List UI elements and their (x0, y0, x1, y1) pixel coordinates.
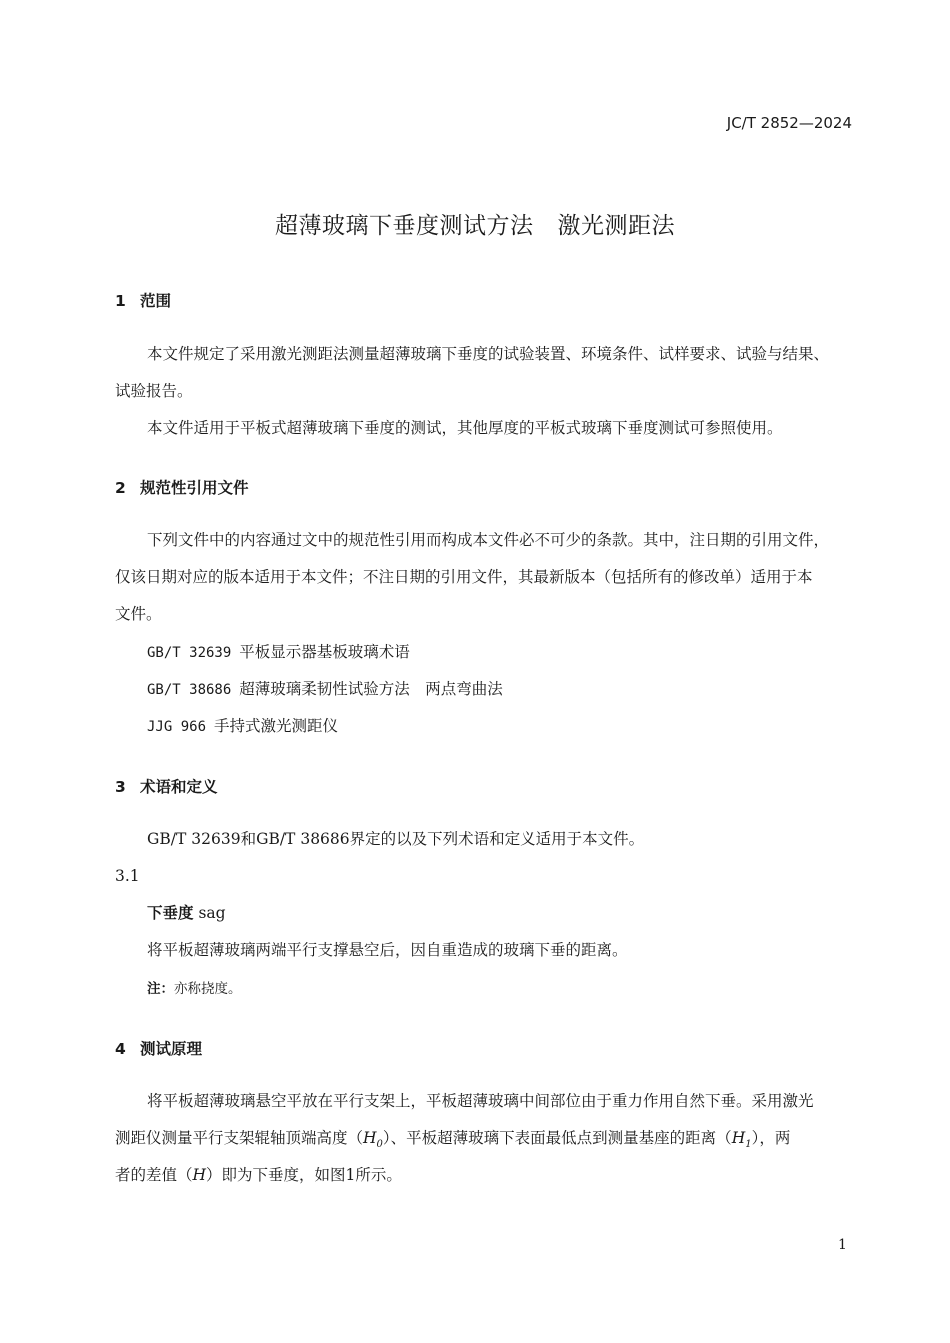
reference-title: 超薄玻璃柔韧性试验方法 两点弯曲法 (239, 680, 503, 698)
section-number: 1 (115, 292, 126, 310)
reference-code: GB/T 32639 (147, 645, 232, 661)
term-number: 3.1 (115, 867, 140, 885)
text-segment: ）、平板超薄玻璃下表面最低点到测量基座的距离（ (382, 1129, 732, 1147)
section-title: 测试原理 (140, 1040, 203, 1058)
standard-number: JC/T 2852—2024 (726, 114, 852, 132)
text-segment: ），两 (751, 1129, 791, 1147)
text-segment: 者的差值（ (115, 1166, 193, 1184)
title-main: 超薄玻璃下垂度测试方法 (275, 213, 534, 239)
reference-code: JJG 966 (147, 719, 207, 735)
reference-item (147, 671, 503, 709)
section-2-heading (115, 476, 249, 498)
variable-subscript: 0 (376, 1139, 383, 1151)
paragraph-line: 下列文件中的内容通过文中的规范性引用而构成本文件必不可少的条款。其中，注日期的引用文件， (147, 531, 830, 549)
section-title: 范围 (140, 292, 172, 310)
reference-code: GB/T 38686 (147, 682, 232, 698)
variable-symbol: H (363, 1129, 377, 1147)
term-chinese: 下垂度 (147, 904, 194, 922)
note-label: 注： (147, 981, 174, 997)
paragraph-line: 文件。 (115, 605, 162, 623)
title-sub: 激光测距法 (557, 213, 675, 239)
section-1-heading (115, 289, 171, 311)
variable-symbol: H (731, 1129, 746, 1147)
paragraph-line: 仅该日期对应的版本适用于本文件；不注日期的引用文件，其最新版本（包括所有的修改单）适用于本 (115, 568, 813, 586)
paragraph-line: GB/T 32639和GB/T 38686界定的以及下列术语和定义适用于本文件。 (147, 830, 645, 848)
paragraph-line: 将平板超薄玻璃悬空平放在平行支架上，平板超薄玻璃中间部位由于重力作用自然下垂。采用激光 (147, 1092, 814, 1110)
section-number: 4 (115, 1040, 126, 1058)
reference-item (147, 708, 338, 746)
term-entry (147, 895, 226, 932)
variable-subscript: 1 (745, 1139, 752, 1151)
variable-h1 (731, 1129, 752, 1151)
section-3-heading (115, 775, 218, 797)
reference-title: 手持式激光测距仪 (214, 717, 339, 735)
section-title: 术语和定义 (140, 778, 218, 796)
term-definition: 将平板超薄玻璃两端平行支撑悬空后，因自重造成的玻璃下垂的距离。 (147, 941, 628, 959)
text-segment: 测距仪测量平行支架辊轴顶端高度（ (115, 1129, 364, 1147)
reference-title: 平板显示器基板玻璃术语 (239, 643, 410, 661)
section-number: 3 (115, 778, 126, 796)
note-text: 亦称挠度。 (174, 981, 242, 997)
paragraph-line (115, 1157, 402, 1194)
page-number: 1 (838, 1237, 847, 1253)
term-english: sag (198, 904, 226, 922)
section-number: 2 (115, 479, 126, 497)
paragraph-line: 试验报告。 (115, 382, 193, 400)
text-segment: ）即为下垂度，如图1所示。 (206, 1166, 402, 1184)
reference-item (147, 634, 410, 672)
paragraph-line: 本文件规定了采用激光测距法测量超薄玻璃下垂度的试验装置、环境条件、试样要求、试验与结果、 (147, 345, 830, 363)
section-title: 规范性引用文件 (140, 479, 249, 497)
variable-h0 (363, 1129, 383, 1151)
note (147, 971, 242, 1008)
variable-h: H (192, 1166, 207, 1184)
document-title (0, 207, 950, 240)
paragraph-line: 本文件适用于平板式超薄玻璃下垂度的测试，其他厚度的平板式玻璃下垂度测试可参照使用。 (147, 419, 783, 437)
section-4-heading (115, 1037, 202, 1059)
